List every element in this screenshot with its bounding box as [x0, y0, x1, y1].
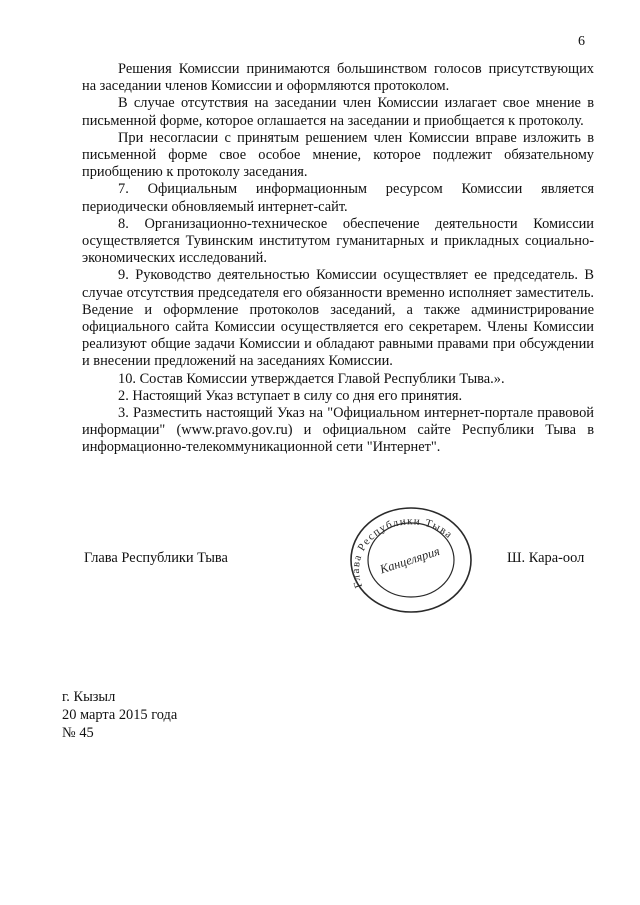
paragraph-absence-opinion: В случае отсутствия на заседании член Комиссии излагает свое мнение в письменной форме, которое оглашается на заседании и приобщается к протоколу. [82, 95, 594, 129]
footer-date: 20 марта 2015 года [62, 707, 178, 723]
signature-block [82, 550, 594, 574]
page-number: 6 [578, 34, 585, 49]
paragraph-item-8: 8. Организационно-техническое обеспечение деятельности Комиссии осуществляется Тувинским институтом гуманитарных и прикладных социально-экономических исследований. [82, 215, 594, 267]
paragraph-item-9: 9. Руководство деятельностью Комиссии осуществляет ее председатель. В случае отсутствия председателя его обязанности временно исполняет заместитель. Ведение и оформление протоколов заседаний, а также администрирование официального сайта Комиссии осуществляется его секретарем. Члены Комиссии реализуют общие задачи Комиссии и обладают равными правами при обсуждении и внесении предложений на заседаниях Комиссии. [82, 267, 594, 370]
paragraph-decree-effect: 2. Настоящий Указ вступает в силу со дня его принятия. [118, 387, 463, 404]
paragraph-decision-majority: Решения Комиссии принимаются большинством голосов присутствующих на заседании членов Комиссии и оформляются протоколом. [82, 61, 594, 95]
footer-city: г. Кызыл [62, 689, 116, 705]
signatory-title: Глава Республики Тыва [84, 550, 228, 566]
signatory-name: Ш. Кара-оол [507, 550, 585, 566]
stamp-ring-text: Глава Республики Тыва [349, 515, 456, 590]
document-body [82, 61, 594, 457]
paragraph-decree-publish: 3. Разместить настоящий Указ на "Официальном интернет-портале правовой информации" (www.pravo.gov.ru) и официальном сайте Республики Тыва в информационно-телекоммуникационной сети "Интернет". [82, 405, 594, 456]
official-stamp [346, 502, 476, 614]
paragraph-item-10: 10. Состав Комиссии утверждается Главой Республики Тыва.». [118, 370, 505, 387]
paragraph-dissent: При несогласии с принятым решением член Комиссии вправе изложить в письменной форме свое особое мнение, которое подлежит обязательному приобщению к протоколу заседания. [82, 129, 594, 181]
paragraph-item-7: 7. Официальным информационным ресурсом Комиссии является периодически обновляемый интернет-сайт. [82, 181, 594, 215]
document-footer [62, 688, 177, 742]
footer-number: № 45 [62, 725, 94, 741]
stamp-center-text: Канцелярия [378, 543, 442, 577]
